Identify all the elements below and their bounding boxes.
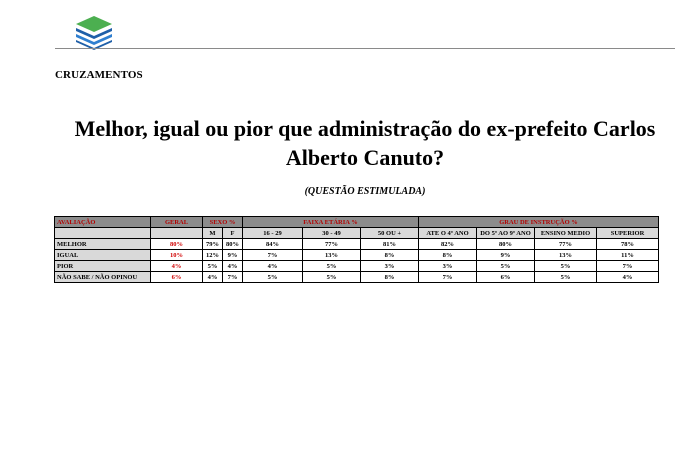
subheader-blank xyxy=(55,228,151,239)
subheader-edu4: SUPERIOR xyxy=(597,228,659,239)
section-title: CRUZAMENTOS xyxy=(55,69,143,81)
table-row xyxy=(55,272,659,283)
cell-geral: 10% xyxy=(151,250,203,261)
header-geral: GERAL xyxy=(151,217,203,228)
cell-edu3: 77% xyxy=(535,239,597,250)
header-sexo: SEXO % xyxy=(203,217,243,228)
cell-edu1: 82% xyxy=(419,239,477,250)
header-row xyxy=(55,217,659,228)
cell-age2: 5% xyxy=(303,261,361,272)
cell-m: 12% xyxy=(203,250,223,261)
subheader-age1: 16 - 29 xyxy=(243,228,303,239)
cell-age1: 4% xyxy=(243,261,303,272)
cell-age1: 5% xyxy=(243,272,303,283)
cell-edu1: 3% xyxy=(419,261,477,272)
cell-edu4: 7% xyxy=(597,261,659,272)
cell-f: 4% xyxy=(223,261,243,272)
cell-m: 4% xyxy=(203,272,223,283)
cell-f: 80% xyxy=(223,239,243,250)
cell-geral: 6% xyxy=(151,272,203,283)
cell-age2: 5% xyxy=(303,272,361,283)
cell-edu3: 5% xyxy=(535,272,597,283)
question-subtitle: (QUESTÃO ESTIMULADA) xyxy=(304,186,426,197)
cell-edu1: 8% xyxy=(419,250,477,261)
cell-edu3: 5% xyxy=(535,261,597,272)
question-title xyxy=(55,114,675,172)
cell-edu4: 11% xyxy=(597,250,659,261)
cell-edu3: 13% xyxy=(535,250,597,261)
cell-edu2: 5% xyxy=(477,261,535,272)
cell-m: 79% xyxy=(203,239,223,250)
header-avaliacao: AVALIAÇÃO xyxy=(55,217,151,228)
subheader-f: F xyxy=(223,228,243,239)
cell-edu2: 9% xyxy=(477,250,535,261)
cell-age2: 77% xyxy=(303,239,361,250)
cell-edu4: 78% xyxy=(597,239,659,250)
subheader-blank xyxy=(151,228,203,239)
header-faixa-etaria: FAIXA ETÁRIA % xyxy=(243,217,419,228)
cell-m: 5% xyxy=(203,261,223,272)
subheader-edu1: ATE O 4º ANO xyxy=(419,228,477,239)
table-row xyxy=(55,250,659,261)
row-label: MELHOR xyxy=(55,239,151,250)
table-row xyxy=(55,261,659,272)
cell-geral: 80% xyxy=(151,239,203,250)
subheader-edu3: ENSINO MEDIO xyxy=(535,228,597,239)
cell-age3: 8% xyxy=(361,250,419,261)
company-logo xyxy=(72,14,116,50)
cell-f: 7% xyxy=(223,272,243,283)
row-label: IGUAL xyxy=(55,250,151,261)
header-rule xyxy=(55,48,675,49)
cell-f: 9% xyxy=(223,250,243,261)
cell-age2: 13% xyxy=(303,250,361,261)
question-title-line1: Melhor, igual ou pior que administração do ex-prefeito Carlos xyxy=(74,116,656,141)
subheader-age3: 50 OU + xyxy=(361,228,419,239)
cell-age1: 7% xyxy=(243,250,303,261)
cell-edu4: 4% xyxy=(597,272,659,283)
subheader-edu2: DO 5º AO 9º ANO xyxy=(477,228,535,239)
subheader-m: M xyxy=(203,228,223,239)
row-label: PIOR xyxy=(55,261,151,272)
crosstab-table xyxy=(54,216,659,283)
cell-edu2: 80% xyxy=(477,239,535,250)
subheader-age2: 30 - 49 xyxy=(303,228,361,239)
cell-geral: 4% xyxy=(151,261,203,272)
row-label: NÃO SABE / NÃO OPINOU xyxy=(55,272,151,283)
cell-edu1: 7% xyxy=(419,272,477,283)
cell-age1: 84% xyxy=(243,239,303,250)
subheader-row xyxy=(55,228,659,239)
table-row xyxy=(55,239,659,250)
cell-age3: 8% xyxy=(361,272,419,283)
header-grau-instrucao: GRAU DE INSTRUÇÃO % xyxy=(419,217,659,228)
cell-age3: 3% xyxy=(361,261,419,272)
cell-age3: 81% xyxy=(361,239,419,250)
question-title-line2: Alberto Canuto? xyxy=(285,145,445,170)
cell-edu2: 6% xyxy=(477,272,535,283)
